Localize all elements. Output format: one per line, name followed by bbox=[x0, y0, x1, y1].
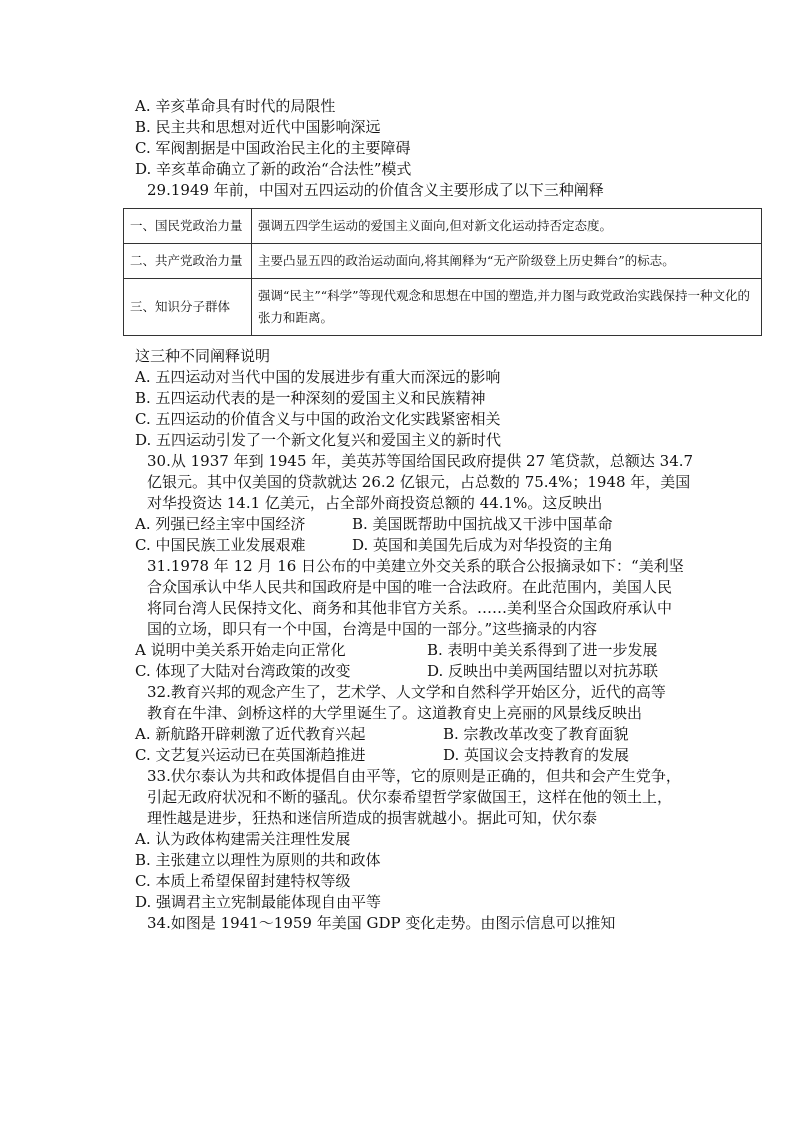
table-row bbox=[124, 279, 762, 336]
q31-option-a: A 说明中美关系开始走向正常化 bbox=[135, 641, 346, 659]
q34-stem: 34.如图是 1941～1959 年美国 GDP 变化走势。由图示信息可以推知 bbox=[147, 914, 616, 932]
q30-option-c: C. 中国民族工业发展艰难 bbox=[135, 536, 306, 554]
q28-option-b: B. 民主共和思想对近代中国影响深远 bbox=[135, 118, 381, 136]
q28-option-d: D. 辛亥革命确立了新的政治“合法性”模式 bbox=[135, 160, 412, 178]
q32-option-c: C. 文艺复兴运动已在英国渐趋推进 bbox=[135, 746, 366, 764]
q33-stem-line-1: 33.伏尔泰认为共和政体提倡自由平等，它的原则是正确的，但共和会产生党争， bbox=[147, 767, 681, 785]
q33-option-a: A. 认为政体构建需关注理性发展 bbox=[135, 830, 351, 848]
q30-option-a: A. 列强已经主宰中国经济 bbox=[135, 515, 306, 533]
q29-option-a: A. 五四运动对当代中国的发展进步有重大而深远的影响 bbox=[135, 368, 501, 386]
q32-option-a: A. 新航路开辟刺激了近代教育兴起 bbox=[135, 725, 366, 743]
q29-stem: 29.1949 年前，中国对五四运动的价值含义主要形成了以下三种阐释 bbox=[147, 181, 604, 199]
q30-stem-line-1: 30.从 1937 年到 1945 年，美英苏等国给国民政府提供 27 笔贷款，总额达 34.7 bbox=[147, 452, 694, 470]
table-cell-label: 三、知识分子群体 bbox=[124, 279, 252, 336]
q33-option-d: D. 强调君主立宪制最能体现自由平等 bbox=[135, 893, 382, 911]
q29-option-d: D. 五四运动引发了一个新文化复兴和爱国主义的新时代 bbox=[135, 431, 502, 449]
table-row bbox=[124, 244, 762, 279]
q31-option-d: D. 反映出中美两国结盟以对抗苏联 bbox=[427, 662, 659, 680]
q33-option-b: B. 主张建立以理性为原则的共和政体 bbox=[135, 851, 381, 869]
table-cell-text: 强调五四学生运动的爱国主义面向,但对新文化运动持否定态度。 bbox=[252, 209, 762, 244]
table-cell-label: 一、国民党政治力量 bbox=[124, 209, 252, 244]
q28-option-a: A. 辛亥革命具有时代的局限性 bbox=[135, 97, 336, 115]
q31-option-c: C. 体现了大陆对台湾政策的改变 bbox=[135, 662, 351, 680]
q29-option-b: B. 五四运动代表的是一种深刻的爱国主义和民族精神 bbox=[135, 389, 486, 407]
q29-option-c: C. 五四运动的价值含义与中国的政治文化实践紧密相关 bbox=[135, 410, 501, 428]
table-row bbox=[124, 209, 762, 244]
q32-stem-line-1: 32.教育兴邦的观念产生了，艺术学、人文学和自然科学开始区分，近代的高等 bbox=[147, 683, 666, 701]
q32-option-b: B. 宗教改革改变了教育面貌 bbox=[443, 725, 629, 743]
q30-option-b: B. 美国既帮助中国抗战又干涉中国革命 bbox=[352, 515, 613, 533]
table-cell-text: 主要凸显五四的政治运动面向,将其阐释为“无产阶级登上历史舞台”的标志。 bbox=[252, 244, 762, 279]
q31-stem-line-3: 将同台湾人民保持文化、商务和其他非官方关系。……美利坚合众国政府承认中 bbox=[147, 599, 673, 617]
q30-stem-line-2: 亿银元。其中仅美国的贷款就达 26.2 亿银元，占总数的 75.4%；1948 年，美国 bbox=[147, 473, 691, 491]
q33-stem-line-2: 引起无政府状况和不断的骚乱。伏尔泰希望哲学家做国王，这样在他的领土上， bbox=[147, 788, 673, 806]
q28-option-c: C. 军阀割据是中国政治民主化的主要障碍 bbox=[135, 139, 411, 157]
table-cell-text: 强调“民主”“科学”等现代观念和思想在中国的塑造,并力图与政党政治实践保持一种文化的张力和距离。 bbox=[252, 279, 762, 336]
q31-option-b: B. 表明中美关系得到了进一步发展 bbox=[427, 641, 658, 659]
table-cell-label: 二、共产党政治力量 bbox=[124, 244, 252, 279]
q31-stem-line-4: 国的立场，即只有一个中国，台湾是中国的一部分。”这些摘录的内容 bbox=[147, 620, 598, 638]
q31-stem-line-2: 合众国承认中华人民共和国政府是中国的唯一合法政府。在此范围内，美国人民 bbox=[147, 578, 673, 596]
q29-lead: 这三种不同阐释说明 bbox=[135, 347, 271, 365]
q33-stem-line-3: 理性越是进步，狂热和迷信所造成的损害就越小。据此可知，伏尔泰 bbox=[147, 809, 598, 827]
q31-stem-line-1: 31.1978 年 12 月 16 日公布的中美建立外交关系的联合公报摘录如下：“美利坚 bbox=[147, 557, 684, 575]
q29-interpretation-table bbox=[123, 208, 762, 336]
q30-option-d: D. 英国和美国先后成为对华投资的主角 bbox=[352, 536, 614, 554]
q32-option-d: D. 英国议会支持教育的发展 bbox=[443, 746, 630, 764]
q32-stem-line-2: 教育在牛津、剑桥这样的大学里诞生了。这道教育史上亮丽的风景线反映出 bbox=[147, 704, 643, 722]
q33-option-c: C. 本质上希望保留封建特权等级 bbox=[135, 872, 351, 890]
q30-stem-line-3: 对华投资达 14.1 亿美元，占全部外商投资总额的 44.1%。这反映出 bbox=[147, 494, 603, 512]
